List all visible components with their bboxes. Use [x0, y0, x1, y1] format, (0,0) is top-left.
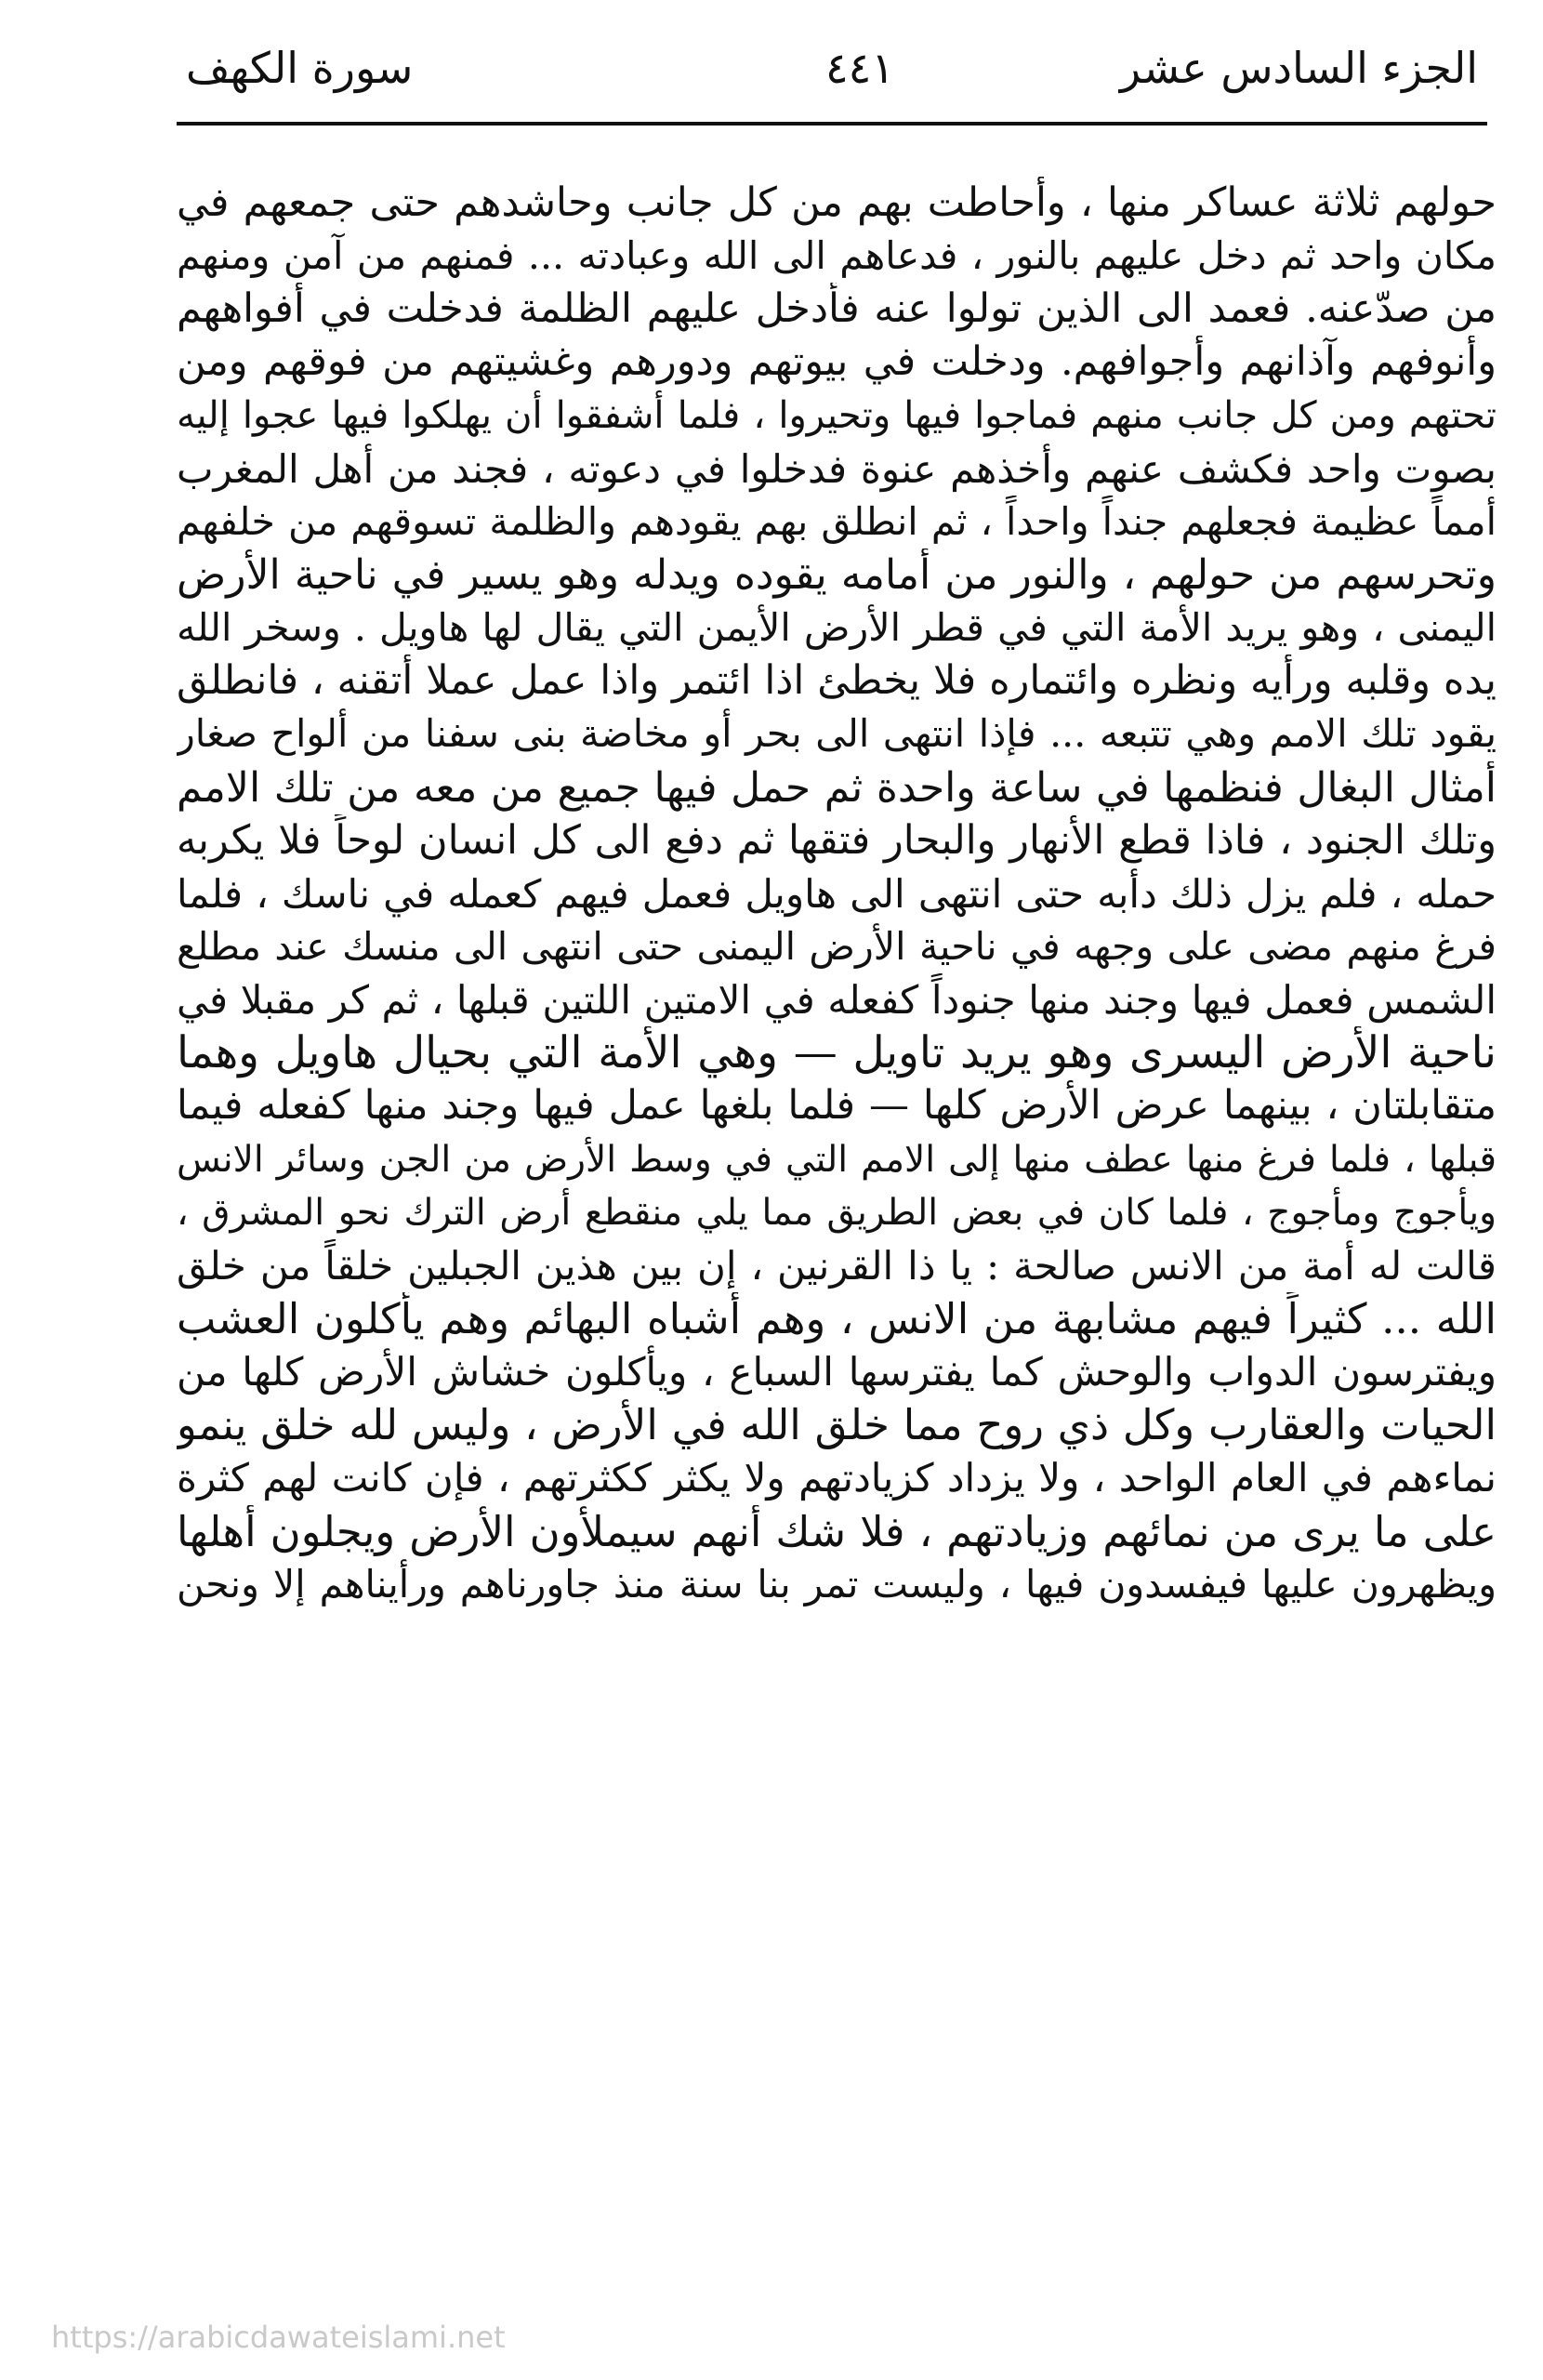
text-line: قبلها ، فلما فرغ منها عطف منها إلى الامم التي في وسط الأرض من الجن وسائر الانس [177, 1138, 1497, 1181]
header-divider [177, 122, 1487, 126]
text-line: قالت له أمة من الانس صالحة : يا ذا القرنين ، إن بين هذين الجبلين خلقاً من خلق [177, 1242, 1497, 1289]
text-line: مكان واحد ثم دخل عليهم بالنور ، فدعاهم الى الله وعبادته ... فمنهم من آمن ومنهم [177, 233, 1497, 279]
text-line: وتلك الجنود ، فاذا قطع الأنهار والبحار فتقها ثم دفع الى كل انسان لوحاً فلا يكربه [177, 816, 1497, 864]
part-title: الجزء السادس عشر [1119, 43, 1478, 93]
text-line: الحيات والعقارب وكل ذي روح مما خلق الله في الأرض ، وليس لله خلق ينمو [177, 1400, 1497, 1450]
text-line: يده وقلبه ورأيه ونظره وائتماره فلا يخطئ اذا ائتمر واذا عمل عملا أتقنه ، فانطلق [177, 657, 1497, 705]
text-line: على ما يرى من نمائهم وزيادتهم ، فلا شك أنهم سيملأون الأرض ويجلون أهلها [177, 1506, 1497, 1556]
text-line: وأنوفهم وآذانهم وأجوافهم. ودخلت في بيوتهم ودورهم وغشيتهم من فوقهم ومن [177, 338, 1497, 386]
text-line: فرغ منهم مضى على وجهه في ناحية الأرض اليمنى حتى انتهى الى منسك عند مطلع [177, 923, 1497, 969]
text-line: من صدّعنه. فعمد الى الذين تولوا عنه فأدخل عليهم الظلمة فدخلت في أفواههم [177, 285, 1497, 333]
page-number: ٤٤١ [824, 43, 895, 93]
text-line: أمماً عظيمة فجعلهم جنداً واحداً ، ثم انطلق بهم يقودهم والظلمة تسوقهم من خلفهم [177, 498, 1497, 544]
surah-title: سورة الكهف [186, 43, 414, 93]
text-line: تحتهم ومن كل جانب منهم فماجوا فيها وتحيروا ، فلما أشفقوا أن يهلكوا فيها عجوا إليه [177, 393, 1497, 437]
text-line: بصوت واحد فكشف عنهم وأخذهم عنوة فدخلوا في دعوته ، فجند من أهل المغرب [177, 445, 1497, 492]
text-line: اليمنى ، وهو يريد الأمة التي في قطر الأرض الأيمن التي يقال لها هاويل . وسخر الله [177, 605, 1497, 651]
text-line: أمثال البغال فنظمها في ساعة واحدة ثم حمل فيها جميع من معه من تلك الامم [177, 763, 1497, 812]
text-line: حمله ، فلم يزل ذلك دأبه حتى انتهى الى هاويل فعمل فيهم كعمله في ناسك ، فلما [177, 870, 1497, 917]
text-line: ويظهرون عليها فيفسدون فيها ، وليست تمر بنا سنة منذ جاورناهم ورأيناهم إلا ونحن [177, 1561, 1497, 1606]
text-line: الله ... كثيراً فيهم مشابهة من الانس ، وهم أشباه البهائم وهم يأكلون العشب [177, 1293, 1497, 1343]
watermark-url: https://arabicdawateislami.net [51, 2320, 506, 2355]
text-line: الشمس فعمل فيها وجند منها جنوداً كفعله في الامتين اللتين قبلها ، ثم كر مقبلا في [177, 977, 1497, 1024]
text-line: ويأجوج ومأجوج ، فلما كان في بعض الطريق مما يلي منقطع أرض الترك نحو المشرق ، [177, 1191, 1497, 1234]
body-text [177, 177, 1497, 1611]
text-line: حولهم ثلاثة عساكر منها ، وأحاطت بهم من كل جانب وحاشدهم حتى جمعهم في [177, 179, 1497, 226]
text-line: نماءهم في العام الواحد ، ولا يزداد كزيادتهم ولا يكثر ككثرتهم ، فإن كانت لهم كثرة [177, 1455, 1497, 1501]
page-header [177, 35, 1487, 128]
text-line: وتحرسهم من حولهم ، والنور من أمامه يقوده ويدله وهو يسير في ناحية الأرض [177, 550, 1497, 599]
text-line: يقود تلك الامم وهي تتبعه ... فإذا انتهى الى بحر أو مخاضة بنى سفنا من ألواح صغار [177, 711, 1497, 757]
text-line: متقابلتان ، بينهما عرض الأرض كلها — فلما بلغها عمل فيها وجند منها كفعله فيما [177, 1082, 1497, 1130]
text-line: ناحية الأرض اليسرى وهو يريد تاويل — وهي الأمة التي بحيال هاويل وهما [177, 1027, 1497, 1079]
text-line: ويفترسون الدواب والوحش كما يفترسها السباع ، ويأكلون خشاش الأرض كلها من [177, 1349, 1497, 1395]
